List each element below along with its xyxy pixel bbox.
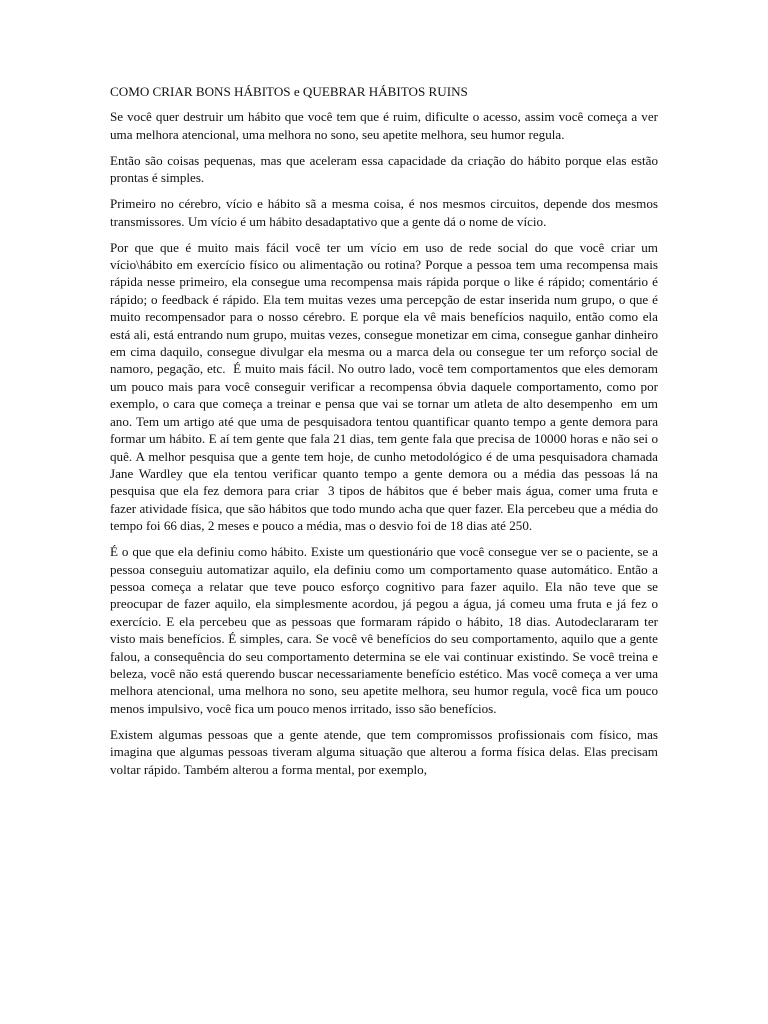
paragraph-6: Existem algumas pessoas que a gente atende, que tem compromissos profissionais com físico, mas imagina que algumas pessoas tiveram alguma situação que alterou a forma física delas. Elas precisam voltar rápido. Também alterou a forma mental, por exemplo,: [110, 726, 662, 777]
paragraph-5: É o que que ela definiu como hábito. Existe um questionário que você consegue ver se o paciente, se a pessoa conseguiu automatizar aquilo, ela definiu como um comportamento quase automático. Então a pessoa começa a relatar que teve pouco esforço cognitivo para fazer aquilo. Ela não teve que se preocupar de fazer aquilo, ela simplesmente acordou, já pegou a água, já comeu uma fruta e já fez o exercício. E ela percebeu que as pessoas que formaram rápido o hábito, 18 dias. Autodeclararam ter visto mais benefícios. É simples, cara. Se você vê benefícios do seu comportamento, aquilo que a gente falou, a consequência do seu comportamento determina se ele vai continuar existindo. Se você treina e beleza, você não está querendo buscar necessariamente benefício estético. Mas você começa a ver uma melhora atencional, uma melhora no sono, seu apetite melhora, seu humor regula, você fica um pouco menos impulsivo, você fica um pouco menos irritado, isso são benefícios.: [110, 544, 662, 716]
paragraph-3: Primeiro no cérebro, vício e hábito sã a mesma coisa, é nos mesmos circuitos, depende dos mesmos transmissores. Um vício é um hábito desadaptativo que a gente dá o nome de vício.: [110, 196, 662, 229]
paragraph-1: Se você quer destruir um hábito que você tem que é ruim, dificulte o acesso, assim você começa a ver uma melhora atencional, uma melhora no sono, seu apetite melhora, seu humor regula.: [110, 109, 662, 142]
paragraph-2: Então são coisas pequenas, mas que aceleram essa capacidade da criação do hábito porque elas estão prontas é simples.: [110, 152, 662, 186]
paragraph-4: Por que que é muito mais fácil você ter um vício em uso de rede social do que você criar um vício\hábito em exercício físico ou alimentação ou rotina? Porque a pessoa tem uma recompensa mais rápida nesse primeiro, ela consegue uma recompensa mais rápida porque o like é rápido; comentário é rápido; o feedback é rápido. Ela tem muitas vezes uma percepção de estar inserida num grupo, o que é muito recompensador para o nosso cérebro. E porque ela vê mais benefícios naquilo, então como ela está ali, está entrando num grupo, muitas vezes, consegue monetizar em cima, consegue ganhar dinheiro em cima daquilo, consegue divulgar ela mesma ou a marca dela ou consegue ter um reforço social de namoro, pegação, etc. É muito mais fácil. No outro lado, você tem comportamentos que eles demoram um pouco mais para você conseguir verificar a recompensa óbvia daquele comportamento, como por exemplo, o cara que começa a treinar e pensa que vai se tornar um atleta de alto desempenho em um ano. Tem um artigo até que uma de pesquisadora tentou quantificar quanto tempo a gente demora para formar um hábito. E aí tem gente que fala 21 dias, tem gente fala que precisa de 10000 horas e não sei o quê. A melhor pesquisa que a gente tem hoje, de cunho metodológico é de uma pesquisadora chamada Jane Wardley que ela tentou verificar quanto tempo a gente demora ou a média das pessoas lá na pesquisa que ela fez demora para criar 3 tipos de hábitos que é beber mais água, comer uma fruta e fazer atividade física, que são hábitos que todo mundo acha que quer fazer. Ela percebeu que a média do tempo foi 66 dias, 2 meses e pouco a média, mas o desvio foi de 18 dias até 250.: [110, 239, 662, 534]
document-title: COMO CRIAR BONS HÁBITOS e QUEBRAR HÁBITOS RUINS: [110, 84, 468, 99]
document-page: [110, 83, 662, 787]
